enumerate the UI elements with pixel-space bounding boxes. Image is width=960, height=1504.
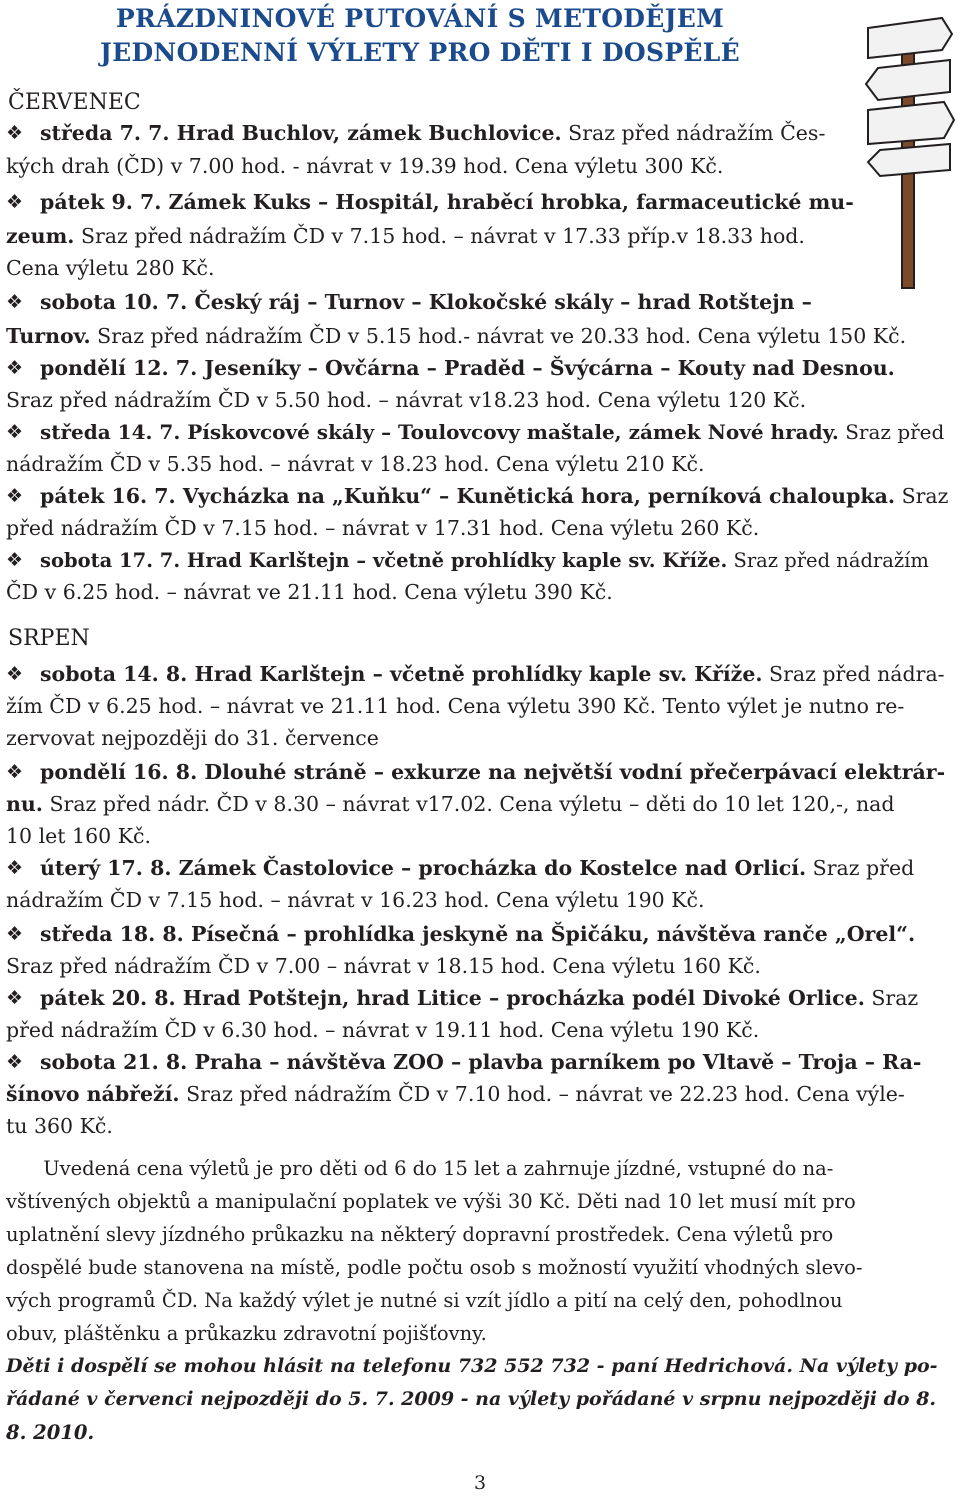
trip-july-1-cont: kých drah (ČD) v 7.00 hod. - návrat v 19.39 hod. Cena výletu 300 Kč. xyxy=(6,154,724,178)
trip-july-2-cont: zeum. Sraz před nádražím ČD v 7.15 hod. – návrat v 17.33 příp.v 18.33 hod. xyxy=(6,224,805,248)
trip-aug-4: ❖ středa 18. 8. Písečná – prohlídka jeskyně na Špičáku, návštěva ranče „Orel“. xyxy=(6,918,915,951)
trip-july-5-cont: nádražím ČD v 5.35 hod. – návrat v 18.23 hod. Cena výletu 210 Kč. xyxy=(6,452,705,476)
info-line-4: dospělé bude stanovena na místě, podle počtu osob s možností využití vhodných slevo- xyxy=(6,1256,863,1279)
page-title-line2: JEDNODENNÍ VÝLETY PRO DĚTI I DOSPĚLÉ xyxy=(99,38,741,67)
trip-july-4: ❖ pondělí 12. 7. Jeseníky – Ovčárna – Praděd – Švýcárna – Kouty nad Desnou. xyxy=(6,352,895,385)
bullet-icon: ❖ xyxy=(6,357,24,379)
trip-aug-4-cont: Sraz před nádražím ČD v 7.00 – návrat v 18.15 hod. Cena výletu 160 Kč. xyxy=(6,954,761,978)
trip-aug-1-cont2: zervovat nejpozději do 31. července xyxy=(6,726,379,750)
trip-july-1: ❖ středa 7. 7. Hrad Buchlov, zámek Buchlovice. Sraz před nádražím Čes- xyxy=(6,117,825,150)
info-line-1: Uvedená cena výletů je pro děti od 6 do 15 let a zahrnuje jízdné, vstupné do na- xyxy=(6,1157,834,1180)
trip-aug-1-cont: žím ČD v 6.25 hod. – návrat ve 21.11 hod. Cena výletu 390 Kč. Tento výlet je nutno re- xyxy=(6,694,905,718)
bullet-icon: ❖ xyxy=(6,1051,24,1073)
month-heading-august: SRPEN xyxy=(8,626,90,651)
trip-aug-6-cont: šínovo nábřeží. Sraz před nádražím ČD v 7.10 hod. – návrat ve 22.23 hod. Cena výle- xyxy=(6,1082,905,1106)
trip-aug-1: ❖ sobota 14. 8. Hrad Karlštejn – včetně prohlídky kaple sv. Kříže. Sraz před nádra- xyxy=(6,658,945,691)
signpost-icon xyxy=(860,10,956,290)
bullet-icon: ❖ xyxy=(6,857,24,879)
trip-july-3: ❖ sobota 10. 7. Český ráj – Turnov – Klokočské skály – hrad Rotštejn – xyxy=(6,286,812,319)
bullet-icon: ❖ xyxy=(6,122,24,144)
bullet-icon: ❖ xyxy=(6,663,24,685)
trip-july-6: ❖ pátek 16. 7. Vycházka na „Kuňku“ – Kunětická hora, perníková chaloupka. Sraz xyxy=(6,480,948,513)
bullet-icon: ❖ xyxy=(6,923,24,945)
trip-aug-5-cont: před nádražím ČD v 6.30 hod. – návrat v 19.11 hod. Cena výletu 190 Kč. xyxy=(6,1018,760,1042)
bullet-icon: ❖ xyxy=(6,987,24,1009)
bullet-icon: ❖ xyxy=(6,421,24,443)
info-line-5: vých programů ČD. Na každý výlet je nutné si vzít jídlo a pití na celý den, pohodlnou xyxy=(6,1289,843,1312)
trip-aug-2-cont: nu. Sraz před nádr. ČD v 8.30 – návrat v17.02. Cena výletu – děti do 10 let 120,-, nad xyxy=(6,792,895,816)
trip-july-2: ❖ pátek 9. 7. Zámek Kuks – Hospitál, hraběcí hrobka, farmaceutické mu- xyxy=(6,186,854,219)
contact-line-3: 8. 2010. xyxy=(6,1421,95,1444)
bullet-icon: ❖ xyxy=(6,291,24,313)
info-line-6: obuv, pláštěnku a průkazku zdravotní pojišťovny. xyxy=(6,1322,487,1345)
page-title-line1: PRÁZDNINOVÉ PUTOVÁNÍ S METODĚJEM xyxy=(115,4,725,33)
trip-aug-5: ❖ pátek 20. 8. Hrad Potštejn, hrad Litice – procházka podél Divoké Orlice. Sraz xyxy=(6,982,918,1015)
trip-july-7: ❖ sobota 17. 7. Hrad Karlštejn – včetně prohlídky kaple sv. Kříže. Sraz před nádražím xyxy=(6,544,929,577)
bullet-icon: ❖ xyxy=(6,191,24,213)
trip-aug-3-cont: nádražím ČD v 7.15 hod. – návrat v 16.23 hod. Cena výletu 190 Kč. xyxy=(6,888,705,912)
trip-july-7-cont: ČD v 6.25 hod. – návrat ve 21.11 hod. Cena výletu 390 Kč. xyxy=(6,580,613,604)
trip-aug-3: ❖ úterý 17. 8. Zámek Častolovice – procházka do Kostelce nad Orlicí. Sraz před xyxy=(6,852,914,885)
trip-aug-2-cont2: 10 let 160 Kč. xyxy=(6,824,152,848)
page-number: 3 xyxy=(474,1472,487,1494)
contact-line-1: Děti i dospělí se mohou hlásit na telefonu 732 552 732 - paní Hedrichová. Na výlety po- xyxy=(6,1355,938,1377)
trip-aug-2: ❖ pondělí 16. 8. Dlouhé stráně – exkurze na největší vodní přečerpávací elektrár- xyxy=(6,756,945,789)
trip-july-5: ❖ středa 14. 7. Pískovcové skály – Toulovcovy maštale, zámek Nové hrady. Sraz před xyxy=(6,416,944,449)
bullet-icon: ❖ xyxy=(6,485,24,507)
info-line-3: uplatnění slevy jízdného průkazku na některý dopravní prostředek. Cena výletů pro xyxy=(6,1223,834,1246)
contact-line-2: řádané v červenci nejpozději do 5. 7. 2009 - na výlety pořádané v srpnu nejpozději do 8. xyxy=(6,1388,937,1410)
bullet-icon: ❖ xyxy=(6,549,24,571)
month-heading-july: ČERVENEC xyxy=(8,90,141,115)
trip-aug-6-cont2: tu 360 Kč. xyxy=(6,1114,113,1138)
bullet-icon: ❖ xyxy=(6,761,24,783)
trip-aug-6: ❖ sobota 21. 8. Praha – návštěva ZOO – plavba parníkem po Vltavě – Troja – Ra- xyxy=(6,1046,921,1079)
trip-july-6-cont: před nádražím ČD v 7.15 hod. – návrat v 17.31 hod. Cena výletu 260 Kč. xyxy=(6,516,760,540)
trip-july-3-cont: Turnov. Sraz před nádražím ČD v 5.15 hod.- návrat ve 20.33 hod. Cena výletu 150 Kč. xyxy=(6,324,907,348)
trip-july-2-cont2: Cena výletu 280 Kč. xyxy=(6,256,215,280)
trip-july-4-cont: Sraz před nádražím ČD v 5.50 hod. – návrat v18.23 hod. Cena výletu 120 Kč. xyxy=(6,388,807,412)
info-line-2: vštívených objektů a manipulační poplatek ve výši 30 Kč. Děti nad 10 let musí mít pro xyxy=(6,1190,856,1213)
